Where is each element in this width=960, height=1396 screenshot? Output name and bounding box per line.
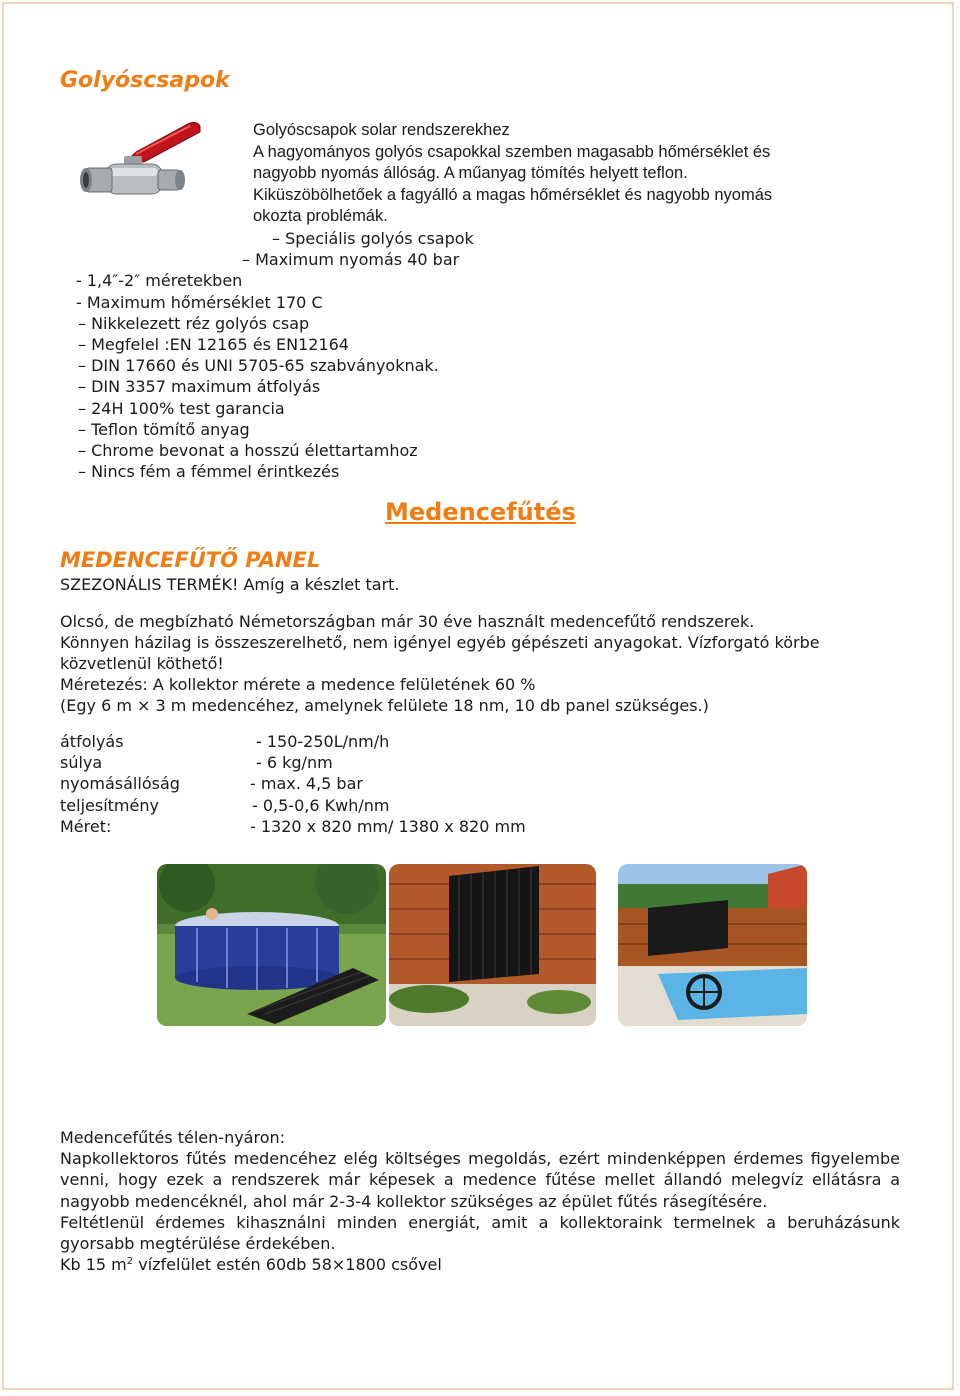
spec-label: Méret: [60,816,112,836]
kb-text-post: vízfelület estén 60db 58×1800 csővel [133,1255,442,1275]
spec-item: – Nikkelezett réz golyós csap [78,313,310,333]
ballvalve-intro-line: A hagyományos golyós csapokkal szemben magasabb hőmérséklet és [253,142,771,161]
spec-row [60,752,526,773]
pool-intro-line: (Egy 6 m × 3 m medencéhez, amelynek felülete 18 nm, 10 db panel szükséges.) [60,696,709,715]
spec-item: - Maximum hőmérséklet 170 C [76,292,323,312]
winter-paragraph-2: Feltétlenül érdemes kihasználni minden energiát, amit a kollektoraink termelnek a beruházásunk gyorsabb megtérülése érdekében. [60,1212,900,1254]
ballvalve-intro-line: okozta problémák. [253,207,388,225]
pool-intro-line: Méretezés: A kollektor mérete a medence felületének 60 % [60,675,536,694]
spec-item: – Speciális golyós csapok [272,229,474,248]
winter-paragraph-1: Napkollektoros fűtés medencéhez elég költséges megoldás, ezért mindenképpen érdemes figyelembe venni, hogy ezek a rendszerek már képesek a medence fűtése mellet állandó melegvíz ellátásra a nagyobb medencéknél, ahol már 2-3-4 kollektor szükséges az épület fűtés rásegítésére. [60,1149,900,1211]
ball-valve-image [76,112,206,212]
spec-item: – Teflon tömítő anyag [78,419,250,439]
spec-item: – Maximum nyomás 40 bar [242,250,460,270]
spec-row [60,816,526,837]
spec-item: – DIN 17660 és UNI 5705-65 szabványoknak. [78,356,439,376]
pool-intro-line: Olcsó, de megbízható Németországban már 30 éve használt medencefűtő rendszerek. [60,612,755,631]
ballvalve-intro-line: Golyóscsapok solar rendszerekhez [253,121,510,139]
spec-item: – Chrome bevonat a hosszú élettartamhoz [78,441,418,461]
spec-value: - 0,5-0,6 Kwh/nm [252,795,390,815]
spec-label: teljesítmény [60,795,159,815]
spec-value: - 6 kg/nm [256,753,333,773]
spec-item: – DIN 3357 maximum átfolyás [78,377,321,397]
photo-fence-panels [389,864,596,1026]
spec-item: – Megfelel :EN 12165 és EN12164 [78,335,349,355]
winter-kb-line [60,1254,900,1275]
ballvalve-intro [253,120,772,228]
spec-label: súlya [60,753,103,773]
spec-item: - 1,4″-2″ méretekben [76,271,243,291]
pool-heading: Medencefűtés [385,498,576,526]
pool-intro-line: közvetlenül köthető! [60,654,224,673]
spec-row [60,795,526,816]
ballvalve-intro-line: nagyobb nyomás állóság. A műanyag tömítés helyett teflon. [253,164,688,182]
spec-row [60,731,526,752]
spec-item: – Nincs fém a fémmel érintkezés [78,462,340,482]
ballvalve-heading: Golyóscsapok [60,68,230,93]
spec-item: – 24H 100% test garancia [78,398,285,418]
spec-value: - max. 4,5 bar [250,774,363,794]
panel-spec-table [60,731,526,837]
spec-label: nyomásállóság [60,774,180,794]
spec-value: - 1320 x 820 mm/ 1380 x 820 mm [250,816,526,836]
pool-intro-line: Könnyen házilag is összeszerelhető, nem igényel egyéb gépészeti anyagokat. Vízforgató körbe [60,633,820,652]
spec-value: - 150-250L/nm/h [256,732,390,751]
photo-pool-with-panels [618,864,807,1026]
kb-text-pre: Kb 15 m [60,1255,127,1275]
season-note: SZEZONÁLIS TERMÉK! Amíg a készlet tart. [60,575,400,594]
panel-heading: MEDENCEFŰTŐ PANEL [60,548,321,572]
pool-intro [60,611,900,716]
kb-sup: 2 [126,1256,134,1268]
ballvalve-spec-list [78,228,474,482]
spec-row [60,773,526,794]
photo-above-ground-pool [157,864,386,1026]
ballvalve-intro-line: Kiküszöbölhetőek a fagyálló a magas hőmérséklet és nagyobb nyomás [253,185,773,204]
winter-heading: Medencefűtés télen-nyáron: [60,1128,286,1147]
spec-label: átfolyás [60,732,124,751]
winter-section [60,1127,900,1275]
